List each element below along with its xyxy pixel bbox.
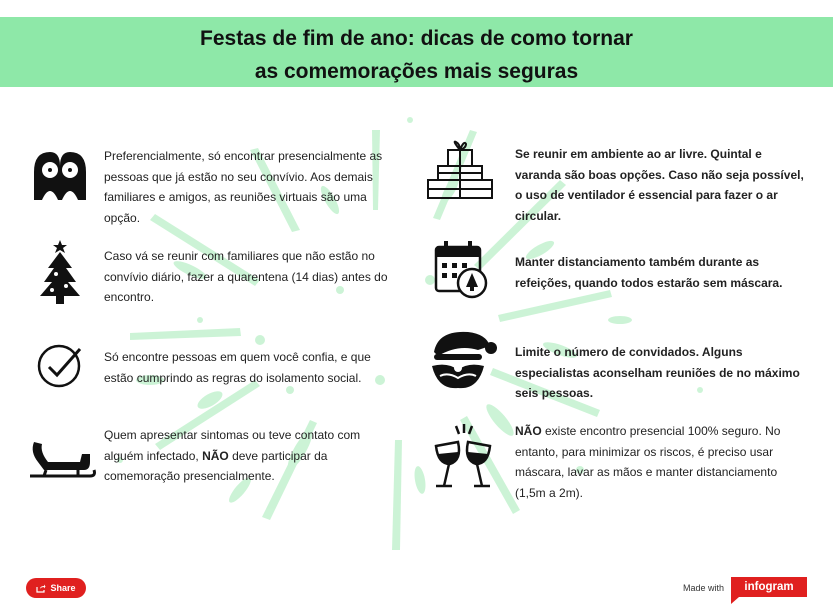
tip-left-2: Caso vá se reunir com familiares que não estão no convívio diário, fazer a quarentena (14 dias) antes do encontro. bbox=[104, 249, 388, 304]
sleigh-icon bbox=[28, 438, 96, 484]
gifts-icon bbox=[426, 140, 494, 200]
header-banner bbox=[0, 17, 833, 87]
tip-left-4-bold: NÃO bbox=[202, 448, 229, 463]
share-icon bbox=[36, 584, 46, 593]
tip-right-2: Manter distanciamento também durante as refeições, quando todos estarão sem máscara. bbox=[515, 255, 783, 290]
title-line-2: as comemorações mais seguras bbox=[254, 60, 579, 83]
people-icon bbox=[30, 142, 90, 202]
infogram-logo-link[interactable]: infogram bbox=[731, 577, 807, 597]
share-button[interactable] bbox=[26, 578, 86, 598]
tip-right-3: Limite o número de convidados. Alguns especialistas aconselham reuniões de no máximo seis pessoas. bbox=[515, 345, 800, 400]
tip-right-4-bold: NÃO bbox=[515, 424, 542, 438]
tip-left-4-before: Quem apresentar sintomas ou teve contato com alguém infectado, bbox=[104, 428, 361, 463]
toast-glasses-icon bbox=[432, 424, 494, 492]
tip-left-4-after: deve participar da comemoração presencialmente. bbox=[104, 448, 328, 483]
tip-left-3: Só encontre pessoas em quem você confia, e que estão cumprindo as regras do isolamento social. bbox=[104, 350, 371, 385]
logo-tail bbox=[731, 597, 739, 604]
tip-left-1: Preferencialmente, só encontrar presencialmente as pessoas que já estão no seu convívio. Aos demais familiares e amigos, as reuniões virtuais são uma opção. bbox=[104, 149, 383, 225]
tip-left-4 bbox=[104, 425, 399, 487]
page-title bbox=[0, 22, 833, 88]
christmas-tree-icon bbox=[36, 238, 84, 308]
made-with-label: Made with bbox=[683, 583, 725, 593]
tip-right-1: Se reunir em ambiente ao ar livre. Quintal e varanda são boas opções. Caso não seja possível, o uso de ventilador é essencial para fazer o ar circular. bbox=[515, 147, 804, 223]
tip-right-4-after: existe encontro presencial 100% seguro. No entanto, para minimizar os riscos, é preciso usar máscara, lavar as mãos e manter distanciamento (1,5m a 2m). bbox=[515, 424, 781, 500]
checkmark-icon bbox=[36, 343, 82, 389]
calendar-icon bbox=[434, 239, 490, 301]
santa-icon bbox=[428, 326, 498, 390]
share-label: Share bbox=[50, 583, 76, 593]
tip-right-4 bbox=[515, 421, 795, 503]
title-line-1: Festas de fim de ano: dicas de como tornar bbox=[200, 27, 633, 50]
